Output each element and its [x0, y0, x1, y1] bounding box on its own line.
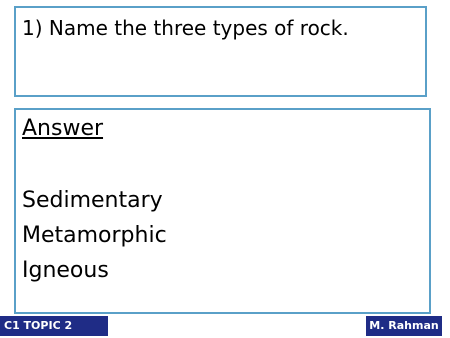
author-badge: M. Rahman	[366, 316, 442, 336]
answer-heading: Answer	[22, 116, 104, 141]
question-box	[14, 6, 427, 97]
topic-badge: C1 TOPIC 2	[0, 316, 108, 336]
answer-box	[14, 108, 431, 314]
question-text: 1) Name the three types of rock.	[22, 16, 349, 40]
answer-item-metamorphic: Metamorphic	[22, 223, 167, 248]
answer-item-sedimentary: Sedimentary	[22, 188, 163, 213]
answer-item-igneous: Igneous	[22, 258, 109, 283]
